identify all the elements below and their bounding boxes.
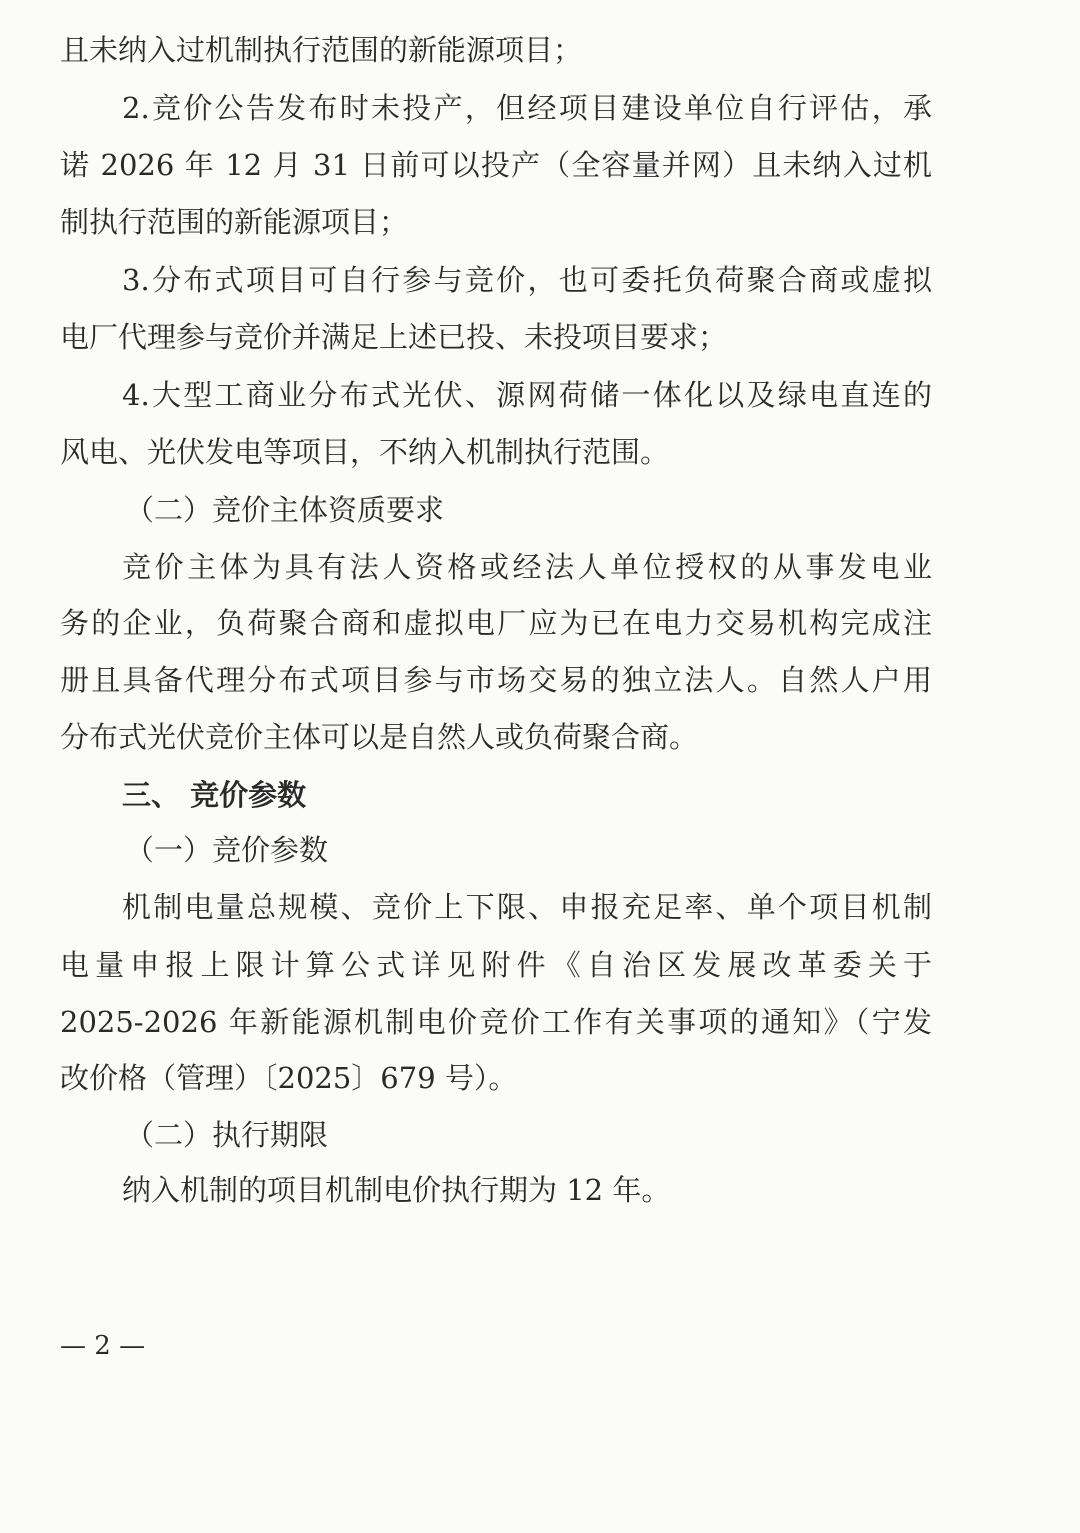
paragraph-line: 电厂代理参与竞价并满足上述已投、未投项目要求；: [60, 320, 728, 354]
paragraph-line: 电量申报上限计算公式详见附件《自治区发展改革委关于: [60, 948, 932, 982]
page-number: — 2 —: [60, 1331, 146, 1361]
paragraph-line: 分布式光伏竞价主体可以是自然人或负荷聚合商。: [60, 720, 699, 754]
paragraph-line: 纳入机制的项目机制电价执行期为 12 年。: [122, 1173, 671, 1207]
section-heading: 三、 竞价参数: [122, 778, 307, 812]
paragraph-line: 且未纳入过机制执行范围的新能源项目；: [60, 33, 583, 67]
paragraph-line: 诺 2026 年 12 月 31 日前可以投产（全容量并网）且未纳入过机: [60, 148, 932, 182]
paragraph-line: 风电、光伏发电等项目，不纳入机制执行范围。: [60, 435, 670, 469]
paragraph-line: 2025-2026 年新能源机制电价竞价工作有关事项的通知》（宁发: [60, 1005, 932, 1039]
subsection-heading: （二）执行期限: [125, 1118, 329, 1152]
subsection-heading: （二）竞价主体资质要求: [125, 493, 445, 527]
subsection-heading: （一）竞价参数: [125, 833, 329, 867]
list-item-4: 4.大型工商业分布式光伏、源网荷储一体化以及绿电直连的: [122, 378, 932, 412]
paragraph-line: 册且具备代理分布式项目参与市场交易的独立法人。自然人户用: [60, 663, 932, 697]
list-item-3: 3.分布式项目可自行参与竞价，也可委托负荷聚合商或虚拟: [122, 263, 932, 297]
list-item-2: 2.竞价公告发布时未投产，但经项目建设单位自行评估，承: [122, 91, 932, 125]
paragraph-line: 改价格（管理）〔2025〕679 号）。: [60, 1061, 518, 1095]
paragraph-line: 制执行范围的新能源项目；: [60, 205, 409, 239]
paragraph-line: 竞价主体为具有法人资格或经法人单位授权的从事发电业: [122, 550, 932, 584]
paragraph-line: 务的企业，负荷聚合商和虚拟电厂应为已在电力交易机构完成注: [60, 606, 932, 640]
paragraph-line: 机制电量总规模、竞价上下限、申报充足率、单个项目机制: [122, 890, 932, 924]
